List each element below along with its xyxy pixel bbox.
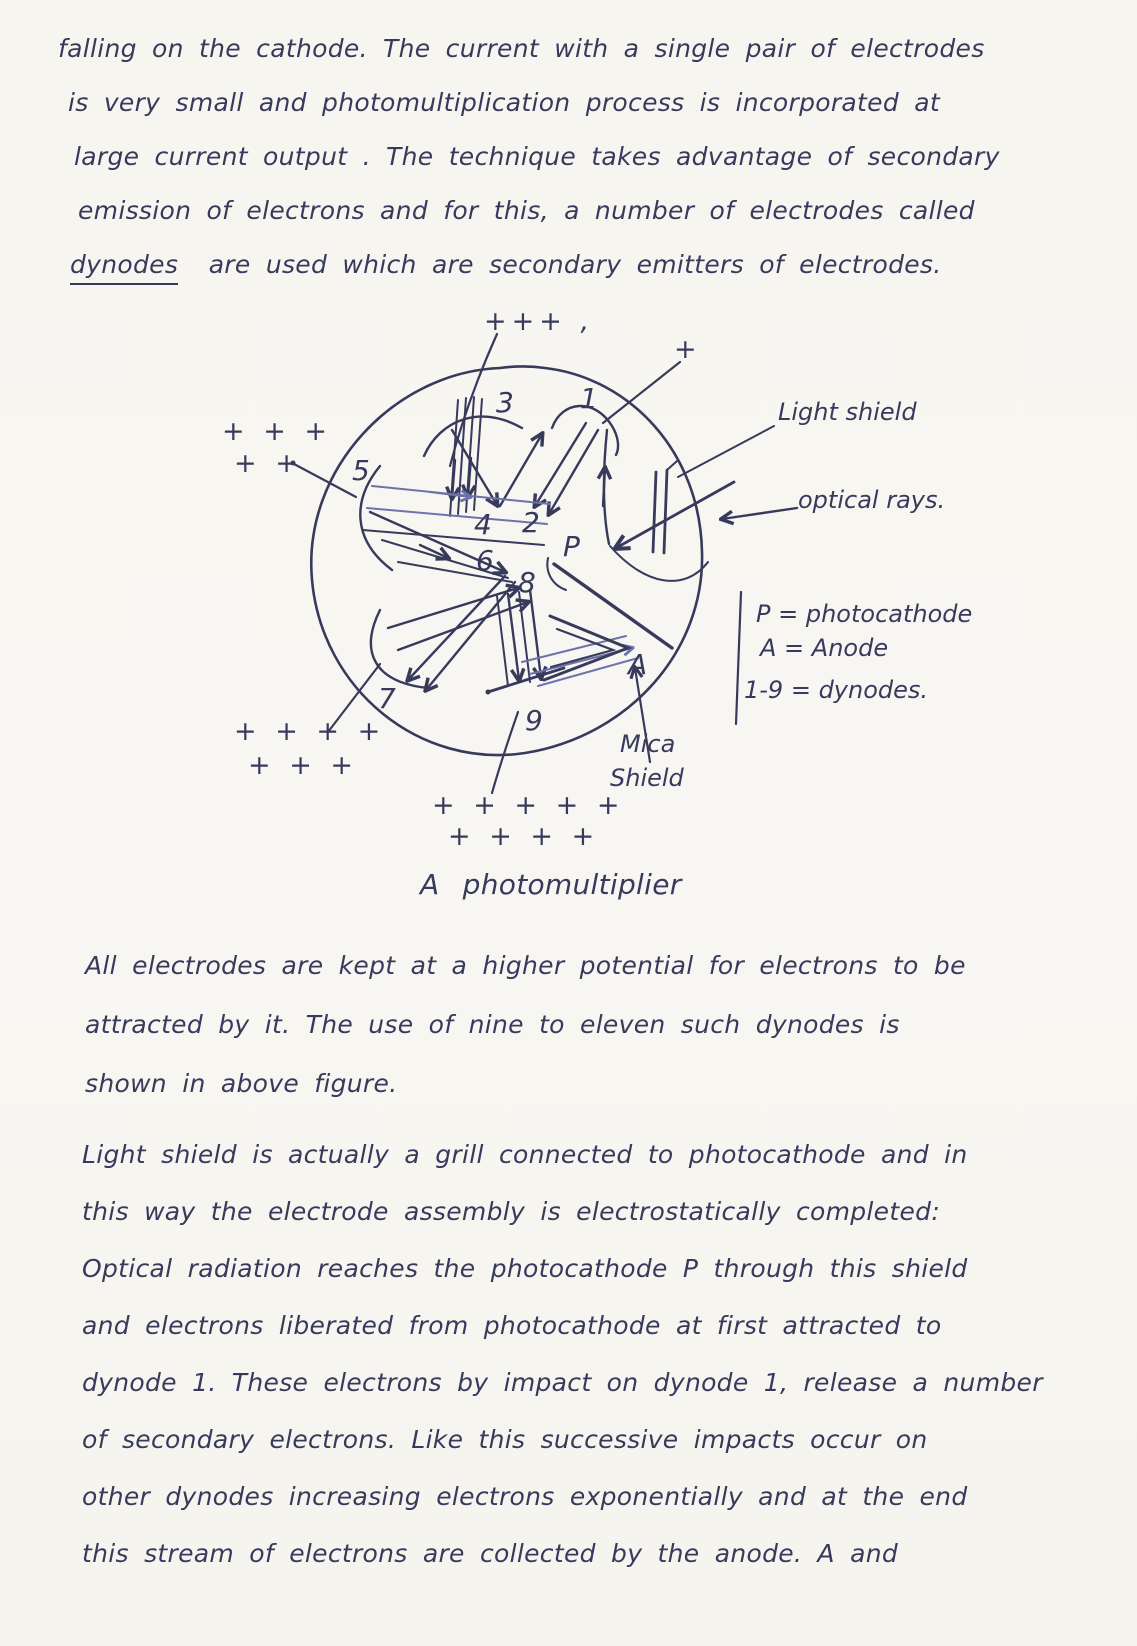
paragraph-1 (58, 22, 1000, 292)
plus-marks-top-center: +++ , (484, 306, 595, 337)
plus-marks-left-row1: + + + (222, 416, 333, 447)
anode-label: A (628, 648, 648, 681)
photomultiplier-diagram (140, 290, 1060, 860)
handwritten-line: falling on the cathode. The current with a single pair of electrodes (58, 34, 985, 63)
dynode-1-label: 1 (580, 382, 598, 415)
legend-dynodes: 1-9 = dynodes. (744, 676, 929, 704)
optical-ray-arrow-1 (722, 508, 797, 519)
handwritten-line: other dynodes increasing electrons exponentially and at the end (82, 1482, 968, 1511)
line-remainder: are used which are secondary emitters of electrodes. (208, 250, 942, 279)
figure-caption: A photomultiplier (420, 868, 682, 901)
handwritten-line: emission of electrons and for this, a number of electrodes called (78, 196, 975, 225)
pen-dot (486, 690, 491, 695)
underlined-word-dynodes: dynodes (70, 250, 178, 285)
handwritten-line: of secondary electrons. Like this successive impacts occur on (82, 1425, 928, 1454)
dynode-9-label: 9 (525, 704, 543, 737)
photocathode-label: P (563, 530, 580, 563)
dynode-4-label: 4 (474, 508, 492, 541)
dynode-8-label: 8 (518, 566, 536, 599)
dynode-3-label: 3 (496, 386, 514, 419)
light-shield-tick (667, 461, 677, 470)
handwritten-line: All electrodes are kept at a higher potential for electrons to be (85, 951, 966, 980)
dynode-2-label: 2 (522, 506, 540, 539)
arrow-down-3a (452, 460, 455, 498)
handwritten-line: Optical radiation reaches the photocathode P through this shield (82, 1254, 968, 1283)
handwritten-line: this way the electrode assembly is electrostatically completed: (82, 1197, 941, 1226)
handwritten-line: is very small and photomultiplication process is incorporated at (68, 88, 940, 117)
optical-ray-arrow-2 (616, 482, 734, 548)
plus-marks-bottom-center-row1: + + + + + (432, 790, 625, 821)
light-shield-plates (653, 470, 667, 553)
handwritten-line: large current output . The technique takes advantage of secondary (74, 142, 1000, 171)
electron-zigzag-2b (500, 434, 542, 506)
handwritten-line: and electrons liberated from photocathode at first attracted to (82, 1311, 942, 1340)
dynode-6-label: 6 (476, 544, 494, 577)
dynode-7-label: 7 (378, 682, 396, 715)
light-shield-label: Light shield (778, 398, 917, 426)
handwritten-line: Light shield is actually a grill connected to photocathode and in (82, 1140, 968, 1169)
paragraph-3 (82, 1126, 1043, 1582)
mica-shield-label-line2: Shield (610, 764, 684, 792)
paragraph-2 (85, 936, 966, 1113)
envelope-inner-curve (610, 546, 708, 581)
legend-photocathode: P = photocathode (756, 600, 973, 628)
lead-light-shield (678, 426, 774, 477)
plus-marks-bottom-center-row2: + + + + (448, 821, 600, 852)
plus-marks-left-row2: + + (234, 448, 303, 479)
plus-marks-bottom-left-row1: + + + + (234, 716, 386, 747)
dynode-9-base (488, 668, 564, 692)
legend-bar (736, 592, 741, 724)
handwritten-line: attracted by it. The use of nine to eleven such dynodes is (85, 1010, 900, 1039)
handwritten-line (70, 238, 1000, 292)
handwritten-line: shown in above figure. (85, 1069, 398, 1098)
lead-bottom-center-plus (492, 712, 518, 793)
handwritten-line: dynode 1. These electrons by impact on dynode 1, release a number (82, 1368, 1043, 1397)
optical-rays-label: optical rays. (798, 486, 946, 514)
legend-anode: A = Anode (760, 634, 889, 662)
diag-5-to-6c (398, 562, 512, 582)
mica-shield-label-line1: Mica (620, 730, 676, 758)
plus-marks-top-right: + (674, 334, 702, 365)
handwritten-line: this stream of electrons are collected by the anode. A and (82, 1539, 899, 1568)
dynode-5-label: 5 (352, 454, 370, 487)
arrow-8-downb (530, 590, 541, 678)
tube-envelope (311, 367, 702, 756)
plus-marks-bottom-left-row2: + + + (248, 750, 359, 781)
diag-7-upb (398, 602, 528, 650)
